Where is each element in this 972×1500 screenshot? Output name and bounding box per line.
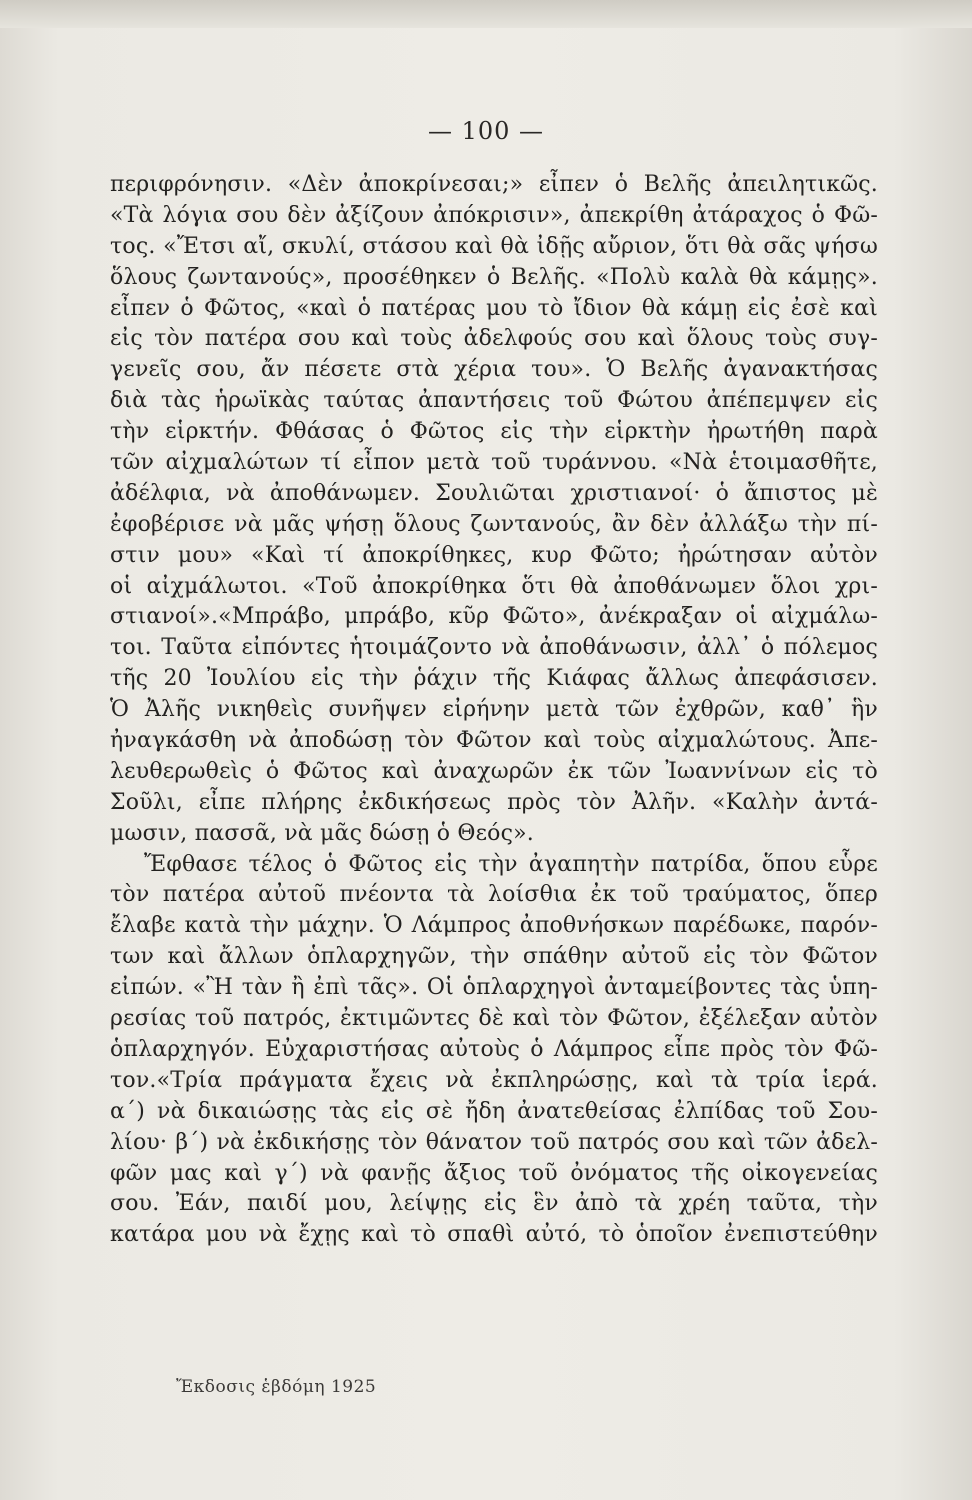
text-line: Σοῦλι, εἶπε πλήρης ἐκδικήσεως πρὸς τὸν Ἀλῆν. «Καλὴν ἀντά-	[110, 789, 878, 815]
text-line: α΄) νὰ δικαιώσῃς τὰς εἰς σὲ ἤδη ἀνατεθείσας ἐλπίδας τοῦ Σου-	[110, 1098, 878, 1124]
text-line: μωσιν, πασσᾶ, νὰ μᾶς δώσῃ ὁ Θεός».	[110, 820, 534, 846]
text-line: ἠναγκάσθη νὰ ἀποδώσῃ τὸν Φῶτον καὶ τοὺς αἰχμαλώτους. Ἀπε-	[110, 728, 878, 754]
text-line: ὅλους ζωντανούς», προσέθηκεν ὁ Βελῆς. «Πολὺ καλὰ θὰ κάμῃς».	[110, 264, 878, 290]
text-line: διὰ τὰς ἡρωϊκὰς ταύτας ἀπαντήσεις τοῦ Φώτου ἀπέπεμψεν εἰς	[110, 388, 878, 414]
text-line: κατάρα μου νὰ ἔχῃς καὶ τὸ σπαθὶ αὐτό, τὸ ὁποῖον ἐνεπιστεύθην	[110, 1222, 878, 1248]
page-top-edge	[0, 0, 972, 28]
text-line: εἶπεν ὁ Φῶτος, «καὶ ὁ πατέρας μου τὸ ἴδιον θὰ κάμῃ εἰς ἐσὲ καὶ	[110, 295, 878, 321]
text-line: λευθερωθεὶς ὁ Φῶτος καὶ ἀναχωρῶν ἐκ τῶν Ἰωαννίνων εἰς τὸ	[110, 758, 878, 784]
text-line: ὁπλαρχηγόν. Εὐχαριστήσας αὐτοὺς ὁ Λάμπρος εἶπε πρὸς τὸν Φῶ-	[110, 1036, 878, 1062]
text-line: τοι. Ταῦτα εἰπόντες ἡτοιμάζοντο νὰ ἀποθάνωσιν, ἀλλ᾽ ὁ πόλεμος	[110, 635, 878, 661]
text-line: «Τὰ λόγια σου δὲν ἀξίζουν ἀπόκρισιν», ἀπεκρίθη ἀτάραχος ὁ Φῶ-	[110, 202, 878, 228]
paragraph-start-line: Ἔφθασε τέλος ὁ Φῶτος εἰς τὴν ἀγαπητὴν πατρίδα, ὅπου εὗρε	[144, 851, 878, 877]
text-line: τὸν πατέρα αὐτοῦ πνέοντα τὰ λοίσθια ἐκ τοῦ τραύματος, ὅπερ	[110, 882, 878, 908]
text-line: τος. «Ἔτσι αἴ, σκυλί, στάσου καὶ θὰ ἰδῇς αὔριον, ὅτι θὰ σᾶς ψήσω	[110, 233, 878, 259]
text-line: στιν μου» «Καὶ τί ἀποκρίθηκες, κυρ Φῶτο; ἠρώτησαν αὐτὸν	[110, 542, 878, 568]
page-number: — 100 —	[427, 117, 545, 145]
text-line: ἀδέλφια, νὰ ἀποθάνωμεν. Σουλιῶται χριστιανοί· ὁ ἄπιστος μὲ	[110, 480, 878, 506]
text-line: οἱ αἰχμάλωτοι. «Τοῦ ἀποκρίθηκα ὅτι θὰ ἀποθάνωμεν ὅλοι χρι-	[110, 573, 878, 599]
text-line: ρεσίας τοῦ πατρός, ἐκτιμῶντες δὲ καὶ τὸν Φῶτον, ἐξέλεξαν αὐτὸν	[110, 1006, 878, 1032]
text-line: ἐφοβέρισε νὰ μᾶς ψήσῃ ὅλους ζωντανούς, ἂν δὲν ἀλλάξω τὴν πί-	[110, 511, 878, 537]
text-line: περιφρόνησιν. «Δὲν ἀποκρίνεσαι;» εἶπεν ὁ Βελῆς ἀπειλητικῶς.	[110, 172, 878, 197]
text-line: ἔλαβε κατὰ τὴν μάχην. Ὁ Λάμπρος ἀποθνήσκων παρέδωκε, παρόν-	[110, 913, 878, 939]
text-line: σου. Ἐάν, παιδί μου, λείψῃς εἰς ἓν ἀπὸ τὰ χρέη ταῦτα, τὴν	[110, 1191, 878, 1217]
text-line: γενεῖς σου, ἄν πέσετε στὰ χέρια του». Ὁ Βελῆς ἀγανακτήσας	[110, 357, 878, 383]
text-line: Ὁ Ἀλῆς νικηθεὶς συνῆψεν εἰρήνην μετὰ τῶν ἐχθρῶν, καθ᾽ ἣν	[110, 697, 878, 723]
text-line: τον.«Τρία πράγματα ἔχεις νὰ ἐκπληρώσῃς, καὶ τὰ τρία ἱερά.	[110, 1067, 878, 1093]
text-line: τῶν αἰχμαλώτων τί εἶπον μετὰ τοῦ τυράννου. «Νὰ ἑτοιμασθῆτε,	[110, 450, 878, 476]
text-line: λίου· β΄) νὰ ἐκδικήσῃς τὸν θάνατον τοῦ πατρός σου καὶ τῶν ἀδελ-	[110, 1129, 878, 1155]
text-line: τῆς 20 Ἰουλίου εἰς τὴν ῥάχιν τῆς Κιάφας ἄλλως ἀπεφάσισεν.	[110, 666, 878, 692]
edition-footnote: Ἔκδοσις ἑβδόμη 1925	[176, 1377, 377, 1397]
text-line: εἰς τὸν πατέρα σου καὶ τοὺς ἀδελφούς σου καὶ ὅλους τοὺς συγ-	[110, 326, 878, 352]
text-line: εἰπών. «Ἢ τὰν ἢ ἐπὶ τᾶς». Οἱ ὁπλαρχηγοὶ ἀνταμείβοντες τὰς ὑπη-	[110, 975, 878, 1001]
body-text	[110, 170, 878, 1251]
text-line: φῶν μας καὶ γ΄) νὰ φανῇς ἄξιος τοῦ ὀνόματος τῆς οἰκογενείας	[110, 1160, 878, 1186]
text-line: τὴν εἱρκτήν. Φθάσας ὁ Φῶτος εἰς τὴν εἱρκτὴν ἠρωτήθη παρὰ	[110, 419, 878, 445]
text-line: στιανοί».«Μπράβο, μπράβο, κῦρ Φῶτο», ἀνέκραξαν οἱ αἰχμάλω-	[110, 604, 878, 630]
text-line: των καὶ ἄλλων ὁπλαρχηγῶν, τὴν σπάθην αὐτοῦ εἰς τὸν Φῶτον	[110, 944, 878, 970]
